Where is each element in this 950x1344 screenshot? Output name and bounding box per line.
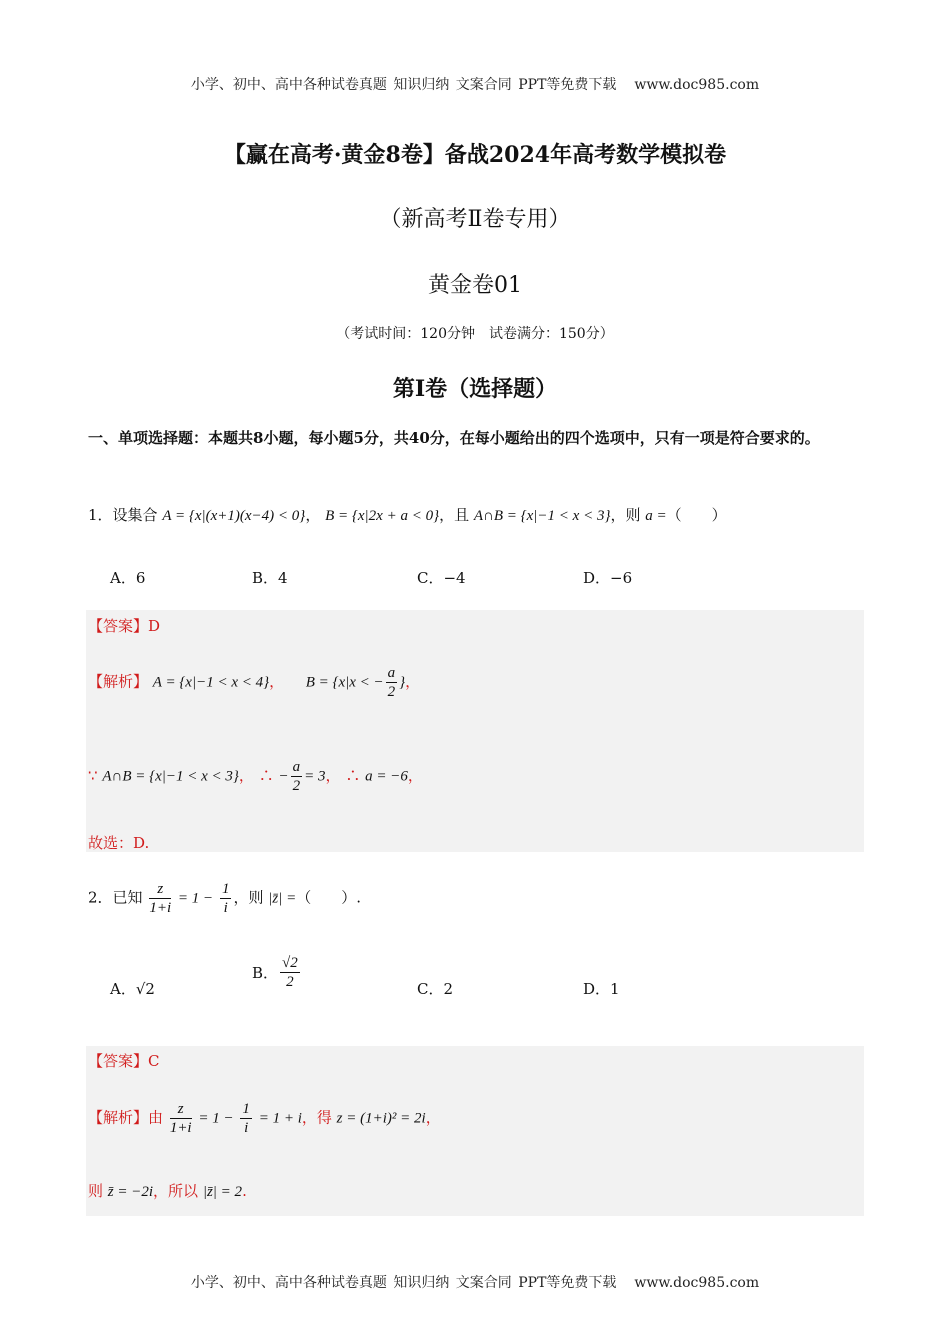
option-label: A． [110, 569, 136, 587]
q2-ask: |z̄| = [268, 890, 297, 907]
q1-answer-value: D [148, 617, 161, 635]
q2-analysis-frac2 [240, 1100, 252, 1137]
q1-analysis-b-frac [386, 664, 398, 701]
q1-option-d[interactable] [583, 567, 632, 588]
option-value: √2 [135, 980, 155, 998]
q1-because-sep: ， [238, 766, 254, 785]
q2-paren: （ ）. [296, 888, 361, 907]
q1-eq3: = 3 [304, 768, 326, 785]
q1-set-a: A = {x|(x+1)(x−4) < 0} [162, 508, 306, 524]
frac-den: 2 [292, 778, 301, 794]
frac-den: i [244, 1120, 249, 1136]
q1-paren: （ ） [666, 506, 727, 524]
q2-analysis-eq1: = 1 − [198, 1110, 234, 1127]
q2-frac2 [220, 880, 232, 917]
q2-option-b[interactable] [252, 954, 302, 991]
q1-analysis-tag: 【解析】 [88, 672, 149, 691]
frac-num: a [292, 759, 301, 775]
q1-conclusion: 故选：D. [88, 834, 150, 852]
q2-then: 则 [88, 1182, 104, 1200]
q2-conj: z̄ = −2i [107, 1184, 154, 1200]
exam-info: （考试时间：120分钟 试卷满分：150分） [336, 326, 614, 342]
q1-answer [88, 615, 160, 636]
q2-analysis-frac1 [170, 1100, 192, 1137]
q1-number: 1． [88, 506, 113, 524]
header-banner [0, 74, 950, 94]
q2-number: 2． [88, 888, 113, 907]
q2-tail: ，则 [233, 888, 264, 907]
option-value: 1 [610, 980, 620, 998]
option-value: 4 [278, 569, 288, 587]
paper-name: 黄金卷01 [428, 273, 522, 298]
q2-analysis-tag: 【解析】 [88, 1108, 149, 1127]
header-banner-text: 小学、初中、高中各种试卷真题 知识归纳 文案合同 PPT等免费下载 [190, 77, 617, 93]
q1-intersection: A∩B = {x|−1 < x < 3} [473, 508, 611, 524]
q2-analysis-eq2: = 1 + i [258, 1110, 302, 1127]
option-label: D． [583, 980, 611, 998]
because-symbol: ∵ [88, 766, 98, 785]
option-value: −4 [443, 569, 466, 587]
q2-frac1 [149, 880, 171, 917]
footer-banner [0, 1272, 950, 1292]
q2-option-a[interactable] [110, 978, 155, 999]
option-label: B． [252, 964, 279, 982]
q2-period: . [242, 1182, 247, 1200]
option-label: B． [252, 569, 279, 587]
q1-mid: ，且 [439, 506, 470, 524]
q1-frac [291, 758, 303, 795]
option-label: A． [110, 980, 136, 998]
frac-den: 2 [387, 684, 396, 700]
q1-answer-tag: 【答案】 [88, 617, 149, 635]
q1-analysis-a: A = {x|−1 < x < 4} [152, 674, 270, 691]
q2-analysis-lead: 由 [148, 1108, 164, 1127]
q2-eq: = 1 − [177, 890, 214, 907]
section-title: 第I卷（选择题） [392, 376, 558, 402]
q1-reasoning [88, 758, 423, 795]
q2-conclusion [88, 1180, 247, 1201]
q1-result: a = −6 [365, 768, 408, 785]
frac-num: z [170, 1100, 192, 1119]
q2-so: ，所以 [153, 1182, 199, 1200]
q2-analysis-end: ， [425, 1108, 441, 1127]
frac-den: 1+i [169, 1120, 192, 1136]
q2-answer-value: C [148, 1052, 160, 1070]
frac-num: √2 [282, 955, 298, 971]
instructions: 一、单项选择题：本题共8小题，每小题5分，共40分，在每小题给出的四个选项中，只有一项是符合要求的。 [88, 429, 820, 447]
q1-tail: ，则 [610, 506, 641, 524]
q1-option-c[interactable] [417, 567, 466, 588]
q1-because-expr: A∩B = {x|−1 < x < 3} [102, 768, 239, 785]
frac-num: z [149, 880, 171, 899]
option-fraction [280, 954, 300, 991]
option-value: 2 [443, 980, 454, 998]
frac-den: 2 [286, 974, 294, 990]
q1-analysis-comma: ， [405, 672, 421, 691]
q1-analysis-b-suffix: } [399, 674, 406, 691]
q2-answer-tag: 【答案】 [88, 1052, 149, 1070]
frac-num: 1 [221, 881, 230, 897]
option-value: 6 [135, 569, 146, 587]
q2-option-d[interactable] [583, 978, 620, 999]
header-banner-url[interactable]: www.doc985.com [634, 77, 760, 93]
q1-answer-box [86, 610, 864, 852]
option-label: C． [417, 980, 444, 998]
frac-num: a [387, 665, 396, 681]
frac-num: 1 [242, 1101, 250, 1117]
q2-answer [88, 1050, 160, 1071]
footer-banner-text: 小学、初中、高中各种试卷真题 知识归纳 文案合同 PPT等免费下载 [190, 1275, 617, 1291]
q1-analysis [88, 664, 420, 701]
option-label: C． [417, 569, 444, 587]
q2-analysis-result: z = (1+i)² = 2i [336, 1110, 426, 1127]
q1-set-b: B = {x|2x + a < 0} [325, 508, 440, 524]
frac-den: i [223, 900, 228, 916]
q2-lead: 已知 [112, 888, 143, 907]
q1-option-a[interactable] [110, 567, 145, 588]
q1-sep1: ， [305, 506, 321, 524]
q2-analysis [88, 1100, 441, 1137]
option-label: D． [583, 569, 611, 587]
therefore-symbol: ∴ [345, 766, 361, 785]
q1-sep2: ， [325, 766, 341, 785]
page-title: 【赢在高考·黄金8卷】备战2024年高考数学模拟卷 [223, 142, 727, 168]
q1-ask: a = [645, 508, 667, 524]
page-subtitle: （新高考Ⅱ卷专用） [379, 207, 571, 232]
therefore-symbol: ∴ [258, 766, 274, 785]
question-1 [88, 505, 888, 526]
q1-analysis-sep: ， [269, 672, 285, 691]
footer-banner-url[interactable]: www.doc985.com [634, 1275, 760, 1291]
question-2 [88, 880, 888, 917]
q1-neg: − [278, 768, 289, 785]
q2-option-c[interactable] [417, 978, 453, 999]
option-value: −6 [610, 569, 633, 587]
q1-option-b[interactable] [252, 567, 288, 588]
q1-analysis-b-prefix: B = {x|x < − [305, 674, 384, 691]
q2-modulus: |z̄| = 2 [202, 1184, 243, 1200]
q1-lead: 设集合 [112, 506, 158, 524]
q2-analysis-sep: ，得 [301, 1108, 332, 1127]
frac-den: 1+i [149, 900, 172, 916]
q1-result-end: ， [407, 766, 423, 785]
